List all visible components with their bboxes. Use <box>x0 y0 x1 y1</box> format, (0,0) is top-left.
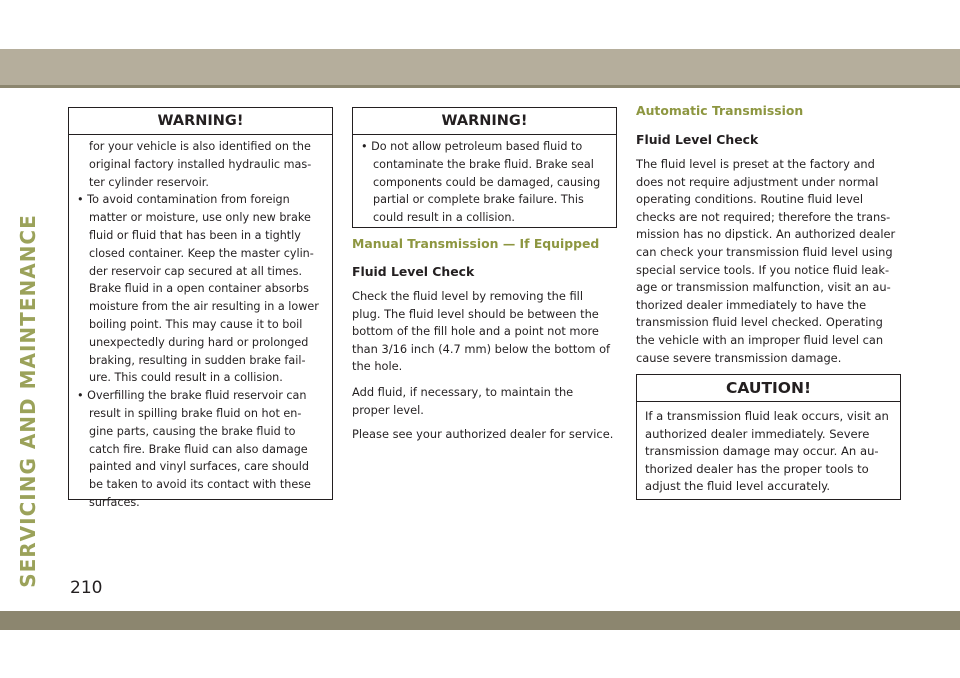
warning-line: unexpectedly during hard or prolonged <box>89 335 309 349</box>
paragraph-line: Add fluid, if necessary, to maintain the <box>352 385 574 399</box>
warning-line: Brake fluid in a open container absorbs <box>89 282 309 296</box>
paragraph-line: age or transmission malfunction, visit an au- <box>636 280 891 295</box>
caution-line: thorized dealer has the proper tools to <box>645 461 869 476</box>
warning-line: gine parts, causing the brake fluid to <box>89 424 296 438</box>
paragraph-line: the vehicle with an improper fluid level can <box>636 332 884 347</box>
footer-band <box>0 614 960 630</box>
caution-title: CAUTION! <box>637 375 900 402</box>
automatic-paragraph <box>636 156 895 367</box>
warning-line: closed container. Keep the master cylin- <box>89 246 314 260</box>
paragraph-line: Check the fluid level by removing the fill <box>352 289 583 303</box>
manual-transmission-heading: Manual Transmission — If Equipped <box>352 236 600 251</box>
manual-paragraph-2 <box>352 384 573 419</box>
paragraph-line: than 3/16 inch (4.7 mm) below the bottom of <box>352 341 611 356</box>
warning-line: partial or complete brake failure. This <box>373 193 584 207</box>
warning-line: original factory installed hydraulic mas- <box>89 157 312 171</box>
manual-paragraph-1 <box>352 288 610 376</box>
warning-bullet-line: • To avoid contamination from foreign <box>77 193 290 207</box>
caution-line: authorized dealer immediately. Severe <box>645 426 870 441</box>
warning-line: moisture from the air resulting in a lower <box>89 300 319 314</box>
paragraph-line: Please see your authorized dealer for service. <box>352 427 614 441</box>
warning-line: could result in a collision. <box>373 211 515 225</box>
automatic-transmission-heading: Automatic Transmission <box>636 103 804 118</box>
warning-bullet-line: • Overfilling the brake fluid reservoir can <box>77 389 307 403</box>
paragraph-line: plug. The fluid level should be between the <box>352 306 599 321</box>
paragraph-line: transmission fluid level checked. Operating <box>636 315 883 330</box>
manual-paragraph-3 <box>352 426 613 444</box>
warning-title: WARNING! <box>353 108 616 135</box>
warning-line: be taken to avoid its contact with these <box>89 478 311 492</box>
warning-bullet-line: • Do not allow petroleum based fluid to <box>361 140 583 153</box>
warning-body <box>69 135 332 512</box>
warning-line: contaminate the brake fluid. Brake seal <box>373 157 594 171</box>
paragraph-line: special service tools. If you notice fluid leak- <box>636 262 890 277</box>
paragraph-line: the hole. <box>352 359 403 374</box>
paragraph-line: proper level. <box>352 402 424 417</box>
warning-line: components could be damaged, causing <box>373 175 601 189</box>
warning-line: braking, resulting in sudden brake fail- <box>89 353 306 367</box>
caution-line: transmission damage may occur. An au- <box>645 444 879 459</box>
paragraph-line: cause severe transmission damage. <box>636 350 842 365</box>
warning-line: ure. This could result in a collision. <box>89 371 283 385</box>
warning-line: result in spilling brake fluid on hot en- <box>89 406 302 420</box>
paragraph-line: The fluid level is preset at the factory and <box>636 157 875 171</box>
warning-line: ter cylinder reservoir. <box>89 175 209 189</box>
section-label-text: SERVICING AND MAINTENANCE <box>16 214 40 588</box>
warning-box-petroleum <box>352 107 617 228</box>
paragraph-line: can check your transmission fluid level using <box>636 244 893 259</box>
warning-line: der reservoir cap secured at all times. <box>89 264 303 278</box>
caution-body <box>637 402 900 496</box>
page-number: 210 <box>70 578 103 598</box>
paragraph-line: operating conditions. Routine fluid level <box>636 192 863 207</box>
manual-fluid-level-subheading: Fluid Level Check <box>352 264 475 279</box>
header-band <box>0 49 960 85</box>
warning-line: for your vehicle is also identified on the <box>89 140 311 153</box>
caution-line: adjust the fluid level accurately. <box>645 479 831 494</box>
header-rule <box>0 85 960 88</box>
paragraph-line: thorized dealer immediately to have the <box>636 297 867 312</box>
warning-line: catch fire. Brake fluid can also damage <box>89 442 308 456</box>
caution-box <box>636 374 901 500</box>
paragraph-line: mission has no dipstick. An authorized dealer <box>636 227 896 242</box>
warning-line: boiling point. This may cause it to boil <box>89 317 303 331</box>
paragraph-line: bottom of the fill hole and a point not more <box>352 324 599 339</box>
warning-box-brake-fluid <box>68 107 333 509</box>
warning-body <box>353 135 616 227</box>
warning-line: painted and vinyl surfaces, care should <box>89 460 309 474</box>
paragraph-line: does not require adjustment under normal <box>636 174 879 189</box>
warning-line: matter or moisture, use only new brake <box>89 211 311 225</box>
warning-line: surfaces. <box>89 495 140 509</box>
automatic-fluid-level-subheading: Fluid Level Check <box>636 132 759 147</box>
warning-title: WARNING! <box>69 108 332 135</box>
paragraph-line: checks are not required; therefore the trans- <box>636 209 891 224</box>
caution-line: If a transmission fluid leak occurs, visit an <box>645 409 889 423</box>
warning-line: fluid or fluid that has been in a tightly <box>89 228 301 242</box>
